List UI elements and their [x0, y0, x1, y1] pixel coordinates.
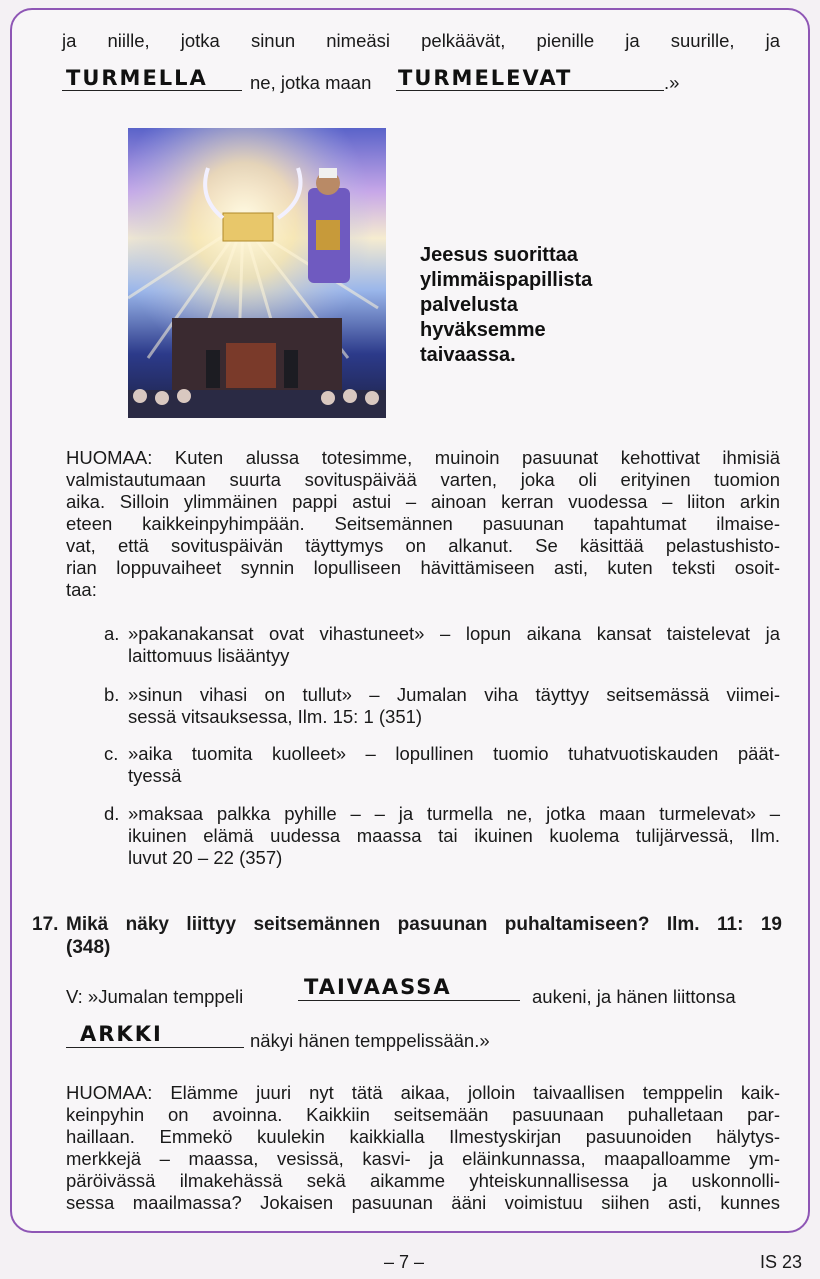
- document-code: IS 23: [760, 1252, 803, 1272]
- list-item-line: »pakanakansat ovat vihastuneet» – lopun aikana kansat taistelevat ja: [128, 623, 780, 644]
- caption-line: ylimmäispapillista: [420, 269, 593, 291]
- blank-line: [298, 1000, 520, 1001]
- list-item-line: »sinun vihasi on tullut» – Jumalan viha täyttyy seitsemässä viimei-: [128, 684, 780, 705]
- answer-turmelevat: TURMELEVAT: [398, 66, 573, 90]
- question-text: Mikä näky liittyy seitsemännen pasuunan puhaltamiseen? Ilm. 11: 19: [66, 914, 782, 935]
- blank-line: [66, 1047, 244, 1048]
- answer-prefix: V: »Jumalan temppeli: [66, 986, 244, 1007]
- question-number: 17.: [32, 914, 59, 935]
- answer-taivaassa: TAIVAASSA: [304, 975, 452, 999]
- note-line: sessa maailmassa? Jokaisen pasuunan ääni voimistuu siihen asti, kunnes: [66, 1192, 780, 1213]
- note-line: valmistautumaan suurta sovituspäivää varten, joka oli erityinen tuomion: [66, 469, 780, 490]
- intro-line: ja niille, jotka sinun nimeäsi pelkäävät, pienille ja suurille, ja: [62, 30, 780, 51]
- note-line: vat, että sovituspäivän täyttymys on alkanut. Se käsittää pelastushisto-: [66, 535, 780, 556]
- answer-arkki: ARKKI: [80, 1022, 163, 1046]
- blank-line: [396, 90, 664, 91]
- illustration-svg: [128, 128, 386, 418]
- note-line: HUOMAA: Kuten alussa totesimme, muinoin pasuunat kehottivat ihmisiä: [66, 447, 780, 468]
- list-item-line: »maksaa palkka pyhille – – ja turmella ne, jotka maan turmelevat» –: [128, 803, 780, 824]
- list-item-line: sessä vitsauksessa, Ilm. 15: 1 (351): [128, 706, 423, 727]
- list-item-letter: a.: [104, 623, 120, 644]
- list-item-line: tyessä: [128, 765, 182, 786]
- intro-end-text: .»: [664, 72, 680, 93]
- note-line: merkkejä – maassa, vesissä, kasvi- ja eläinkunnassa, maapalloamme ym-: [66, 1148, 780, 1169]
- caption-line: hyväksemme: [420, 319, 546, 341]
- list-item-line: ikuinen elämä uudessa maassa tai ikuinen kuolema tulijärvessä, Ilm.: [128, 825, 780, 846]
- note-line: rian loppuvaiheet synnin lopulliseen hävittämiseen asti, kuten teksti osoit-: [66, 557, 780, 578]
- intro-mid-text: ne, jotka maan: [250, 72, 372, 93]
- caption-line: Jeesus suorittaa: [420, 244, 578, 266]
- page-number: – 7 –: [384, 1252, 425, 1272]
- list-item-line: »aika tuomita kuolleet» – lopullinen tuomio tuhatvuotiskauden päät-: [128, 743, 780, 764]
- figure-caption: [420, 243, 650, 368]
- note-line: aika. Silloin ylimmäinen pappi astui – ainoan kerran vuodessa – liiton arkin: [66, 491, 780, 512]
- answer-end: näkyi hänen temppelissään.»: [250, 1030, 490, 1051]
- note-line: keinpyhin on avoinna. Kaikkiin seitsemään pasuunaan puhalletaan par-: [66, 1104, 780, 1125]
- note-line: päröivässä ilmakehässä sekä aikamme yhteiskunnallisessa ja uskonnolli-: [66, 1170, 780, 1191]
- question-text-cont: (348): [66, 937, 111, 958]
- list-item-line: luvut 20 – 22 (357): [128, 847, 283, 868]
- list-item-letter: c.: [104, 743, 119, 764]
- illustration-jesus-high-priest: [128, 128, 386, 418]
- note-line: eteen kaikkeinpyhimpään. Seitsemännen pasuunan tapahtumat ilmaise-: [66, 513, 780, 534]
- note-line: haillaan. Emmekö kuulekin kaikkialla Ilmestyskirjan pasuunoiden hälytys-: [66, 1126, 780, 1147]
- list-item-line: laittomuus lisääntyy: [128, 645, 290, 666]
- note-line: taa:: [66, 579, 97, 600]
- list-item-letter: b.: [104, 684, 120, 705]
- caption-line: palvelusta: [420, 294, 518, 316]
- list-item-letter: d.: [104, 803, 120, 824]
- note-line: HUOMAA: Elämme juuri nyt tätä aikaa, jolloin taivaallisen temppelin kaik-: [66, 1082, 780, 1103]
- blank-line: [62, 90, 242, 91]
- answer-turmella: TURMELLA: [66, 66, 208, 90]
- answer-middle: aukeni, ja hänen liittonsa: [532, 986, 736, 1007]
- caption-line: taivaassa.: [420, 344, 516, 366]
